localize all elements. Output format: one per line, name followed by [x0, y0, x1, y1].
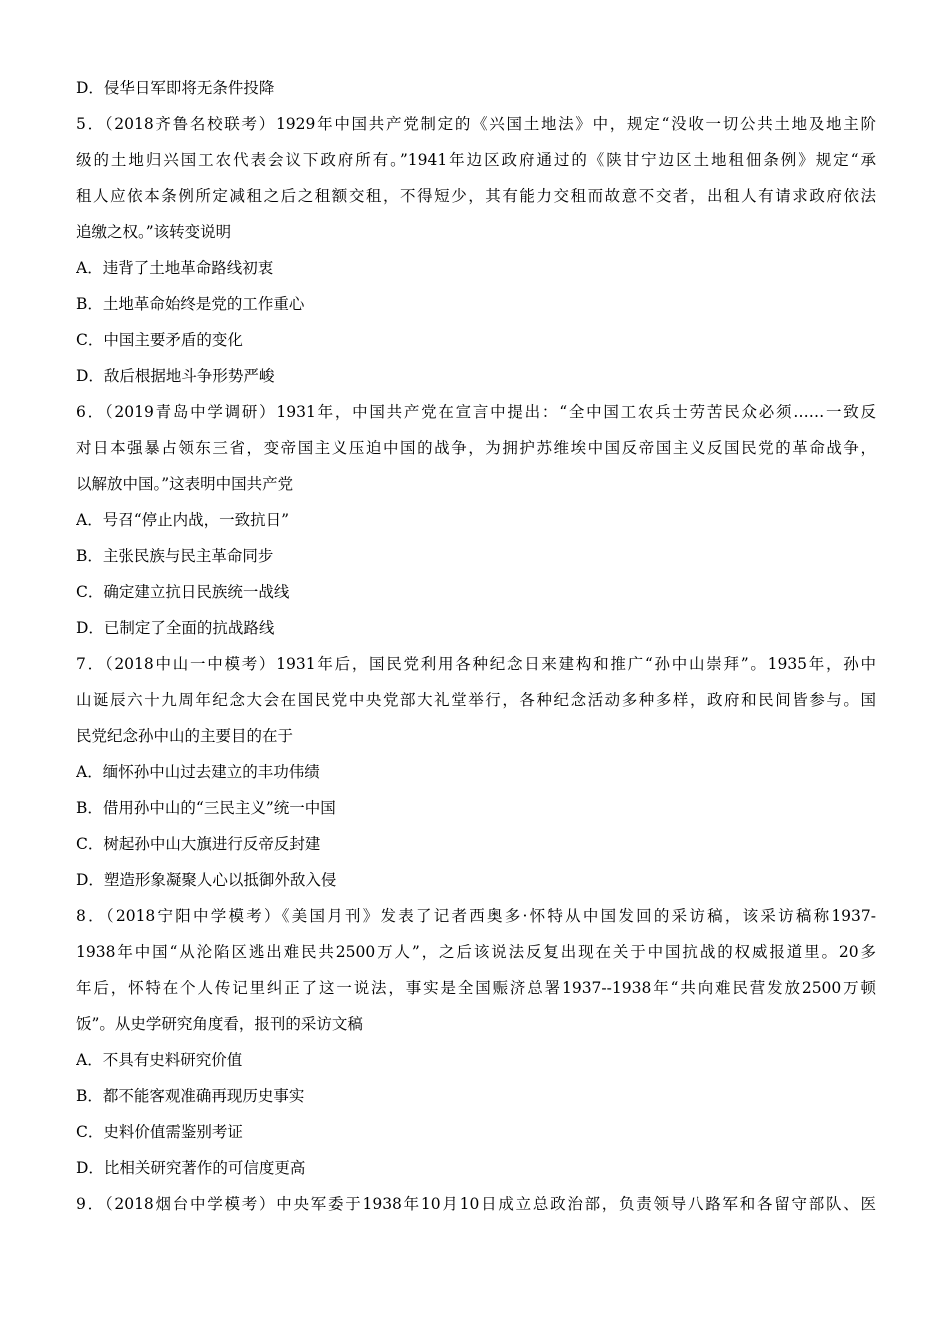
question-7-stem-line-1: 7．（2018中山一中模考）1931年后，国民党利用各种纪念日来建构和推广“孙中山崇拜”。1935年，孙中 [76, 655, 876, 673]
prev-question-option-d: D．侵华日军即将无条件投降 [76, 79, 275, 97]
question-7-stem-line-3: 民党纪念孙中山的主要目的在于 [76, 727, 294, 745]
question-5-option-c: C．中国主要矛盾的变化 [76, 331, 243, 349]
question-5-stem-line-2: 级的土地归兴国工农代表会议下政府所有。”1941年边区政府通过的《陕甘宁边区土地租佃条例》规定“承 [76, 151, 876, 169]
question-6 [76, 394, 876, 646]
question-8-option-d: D．比相关研究著作的可信度更高 [76, 1159, 306, 1177]
question-6-stem-line-1: 6．（2019青岛中学调研）1931年，中国共产党在宣言中提出：“全中国工农兵士劳苦民众必须……一致反 [76, 403, 876, 421]
question-5-stem-line-3: 租人应依本条例所定减租之后之租额交租，不得短少，其有能力交租而故意不交者，出租人有请求政府依法 [76, 187, 876, 205]
question-9-stem-line-1: 9．（2018烟台中学模考）中央军委于1938年10月10日成立总政治部，负责领导八路军和各留守部队、医 [76, 1195, 876, 1213]
question-8-stem-line-2: 1938年中国“从沦陷区逃出难民共2500万人”，之后该说法反复出现在关于中国抗战的权威报道里。20多 [76, 943, 876, 961]
document-page [76, 70, 876, 1222]
question-5-option-b: B．土地革命始终是党的工作重心 [76, 295, 305, 313]
question-7-option-b: B．借用孙中山的“三民主义”统一中国 [76, 799, 336, 817]
question-8-option-c: C．史料价值需鉴别考证 [76, 1123, 243, 1141]
question-7-stem-line-2: 山诞辰六十九周年纪念大会在国民党中央党部大礼堂举行，各种纪念活动多种多样，政府和民间皆参与。国 [76, 691, 876, 709]
question-8-stem-line-1: 8．（2018宁阳中学模考）《美国月刊》发表了记者西奥多·怀特从中国发回的采访稿，该采访稿称1937- [76, 907, 876, 925]
question-8-option-a: A．不具有史料研究价值 [76, 1051, 243, 1069]
question-7 [76, 646, 876, 898]
question-6-stem-line-3: 以解放中国。”这表明中国共产党 [76, 475, 294, 493]
question-6-option-a: A．号召“停止内战，一致抗日” [76, 511, 290, 529]
question-9 [76, 1186, 876, 1222]
question-7-option-c: C．树起孙中山大旗进行反帝反封建 [76, 835, 321, 853]
question-5 [76, 106, 876, 394]
question-5-stem-line-4: 追缴之权。”该转变说明 [76, 223, 232, 241]
question-6-option-b: B．主张民族与民主革命同步 [76, 547, 274, 565]
question-7-option-a: A．缅怀孙中山过去建立的丰功伟绩 [76, 763, 320, 781]
question-5-option-a: A．违背了土地革命路线初衷 [76, 259, 274, 277]
question-8 [76, 898, 876, 1186]
question-7-option-d: D．塑造形象凝聚人心以抵御外敌入侵 [76, 871, 337, 889]
question-5-option-d: D．敌后根据地斗争形势严峻 [76, 367, 275, 385]
question-6-stem-line-2: 对日本强暴占领东三省，变帝国主义压迫中国的战争，为拥护苏维埃中国反帝国主义反国民党的革命战争， [76, 439, 876, 457]
question-6-option-d: D．已制定了全面的抗战路线 [76, 619, 275, 637]
question-8-option-b: B．都不能客观准确再现历史事实 [76, 1087, 305, 1105]
question-8-stem-line-3: 年后，怀特在个人传记里纠正了这一说法，事实是全国赈济总署1937--1938年“共向难民营发放2500万顿 [76, 979, 876, 997]
question-5-stem-line-1: 5．（2018齐鲁名校联考）1929年中国共产党制定的《兴国土地法》中，规定“没收一切公共土地及地主阶 [76, 115, 876, 133]
question-8-stem-line-4: 饭”。从史学研究角度看，报刊的采访文稿 [76, 1015, 363, 1033]
question-6-option-c: C．确定建立抗日民族统一战线 [76, 583, 290, 601]
